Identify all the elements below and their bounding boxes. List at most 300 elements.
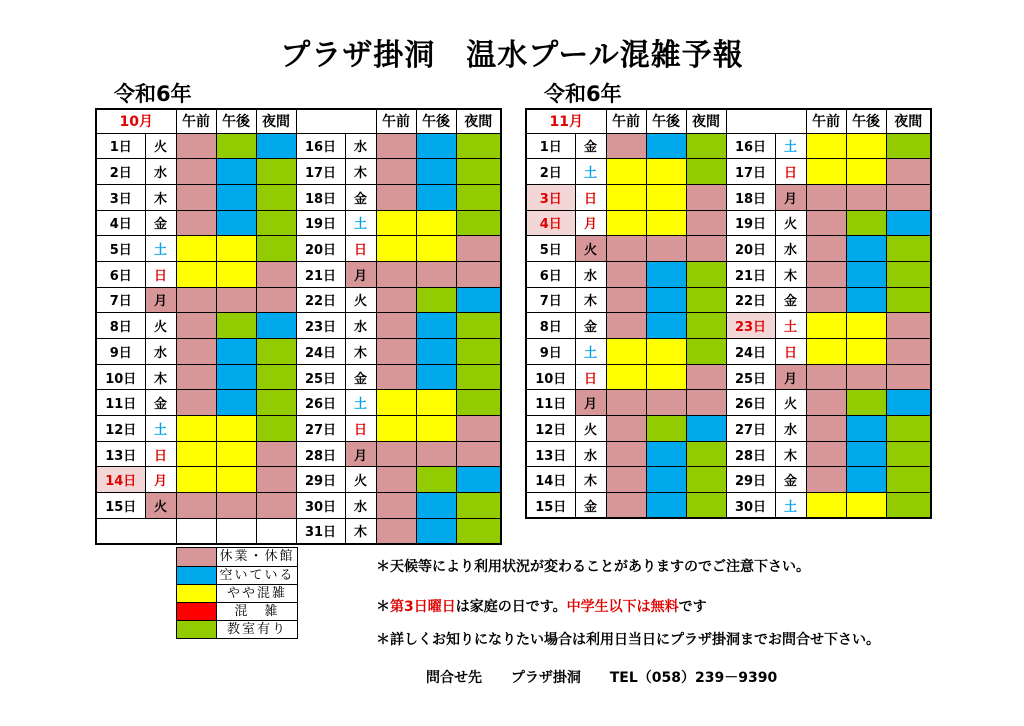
status-cell-morning (376, 493, 416, 519)
status-cell-morning (806, 493, 846, 519)
status-cell-night (256, 261, 296, 287)
weekday-cell: 火 (775, 210, 806, 236)
status-cell-afternoon (416, 416, 456, 442)
status-cell-afternoon (416, 364, 456, 390)
weekday-cell: 火 (345, 287, 376, 313)
weekday-cell: 水 (145, 159, 176, 185)
weekday-cell: 木 (145, 364, 176, 390)
weekday-cell: 水 (775, 236, 806, 262)
status-cell-night (256, 210, 296, 236)
status-cell-morning (376, 159, 416, 185)
status-cell-morning (806, 364, 846, 390)
weekday-cell: 日 (345, 236, 376, 262)
day-cell: 29日 (296, 467, 345, 493)
status-cell-morning (606, 441, 646, 467)
status-cell-morning (606, 493, 646, 519)
weekday-cell: 金 (145, 210, 176, 236)
status-cell-morning (176, 184, 216, 210)
note-family-third-sunday: 第3日曜日 (390, 599, 456, 615)
weekday-cell: 水 (345, 133, 376, 159)
status-cell-morning (606, 261, 646, 287)
status-cell-afternoon (416, 518, 456, 544)
day-cell: 11日 (96, 390, 145, 416)
status-cell-morning (176, 493, 216, 519)
status-cell-morning (606, 287, 646, 313)
day-cell: 28日 (296, 441, 345, 467)
status-cell-afternoon (646, 159, 686, 185)
status-cell-night (686, 441, 726, 467)
status-cell-afternoon (216, 339, 256, 365)
status-cell-morning (806, 184, 846, 210)
contact-line (426, 667, 801, 687)
day-cell: 30日 (726, 493, 775, 519)
day-cell: 18日 (726, 184, 775, 210)
status-cell-morning (376, 441, 416, 467)
status-cell-afternoon (216, 467, 256, 493)
status-cell-morning (606, 133, 646, 159)
calendar-row (526, 261, 931, 287)
legend-label: 休業・休館 (219, 549, 295, 564)
month-label: 11月 (526, 109, 606, 133)
weekday-cell: 日 (775, 159, 806, 185)
status-cell-afternoon (216, 313, 256, 339)
day-cell: 20日 (726, 236, 775, 262)
contact-label: 問合せ先 (426, 670, 482, 686)
weekday-cell: 土 (575, 339, 606, 365)
day-cell: 7日 (526, 287, 575, 313)
calendar-row (526, 339, 931, 365)
status-cell-morning (606, 416, 646, 442)
status-cell-night (456, 518, 501, 544)
day-cell: 10日 (96, 364, 145, 390)
status-cell-night (456, 339, 501, 365)
status-cell-morning (806, 339, 846, 365)
status-cell-afternoon (846, 184, 886, 210)
status-cell-morning (376, 236, 416, 262)
status-cell-afternoon (646, 339, 686, 365)
legend-label: やや混雑 (226, 586, 287, 601)
status-cell-afternoon (846, 339, 886, 365)
status-cell-afternoon (646, 236, 686, 262)
status-cell-morning (176, 390, 216, 416)
header-morning: 午前 (176, 109, 216, 133)
calendar-row (96, 467, 501, 493)
day-cell: 1日 (526, 133, 575, 159)
status-cell-afternoon (646, 416, 686, 442)
legend-item (177, 566, 297, 584)
status-cell-morning (606, 467, 646, 493)
status-cell-morning (376, 210, 416, 236)
calendar-row (96, 313, 501, 339)
status-cell-night (256, 364, 296, 390)
contact-tel: TEL（058）239－9390 (609, 670, 778, 686)
status-cell-empty (256, 518, 296, 544)
status-cell-morning (806, 236, 846, 262)
weekday-cell: 月 (145, 467, 176, 493)
weekday-cell: 土 (145, 236, 176, 262)
status-cell-night (886, 313, 931, 339)
status-cell-afternoon (646, 390, 686, 416)
status-cell-night (886, 159, 931, 185)
status-cell-night (886, 364, 931, 390)
contact-facility: プラザ掛洞 (510, 670, 581, 686)
status-cell-morning (176, 287, 216, 313)
calendar-row (526, 441, 931, 467)
status-cell-afternoon (416, 467, 456, 493)
header-morning: 午前 (606, 109, 646, 133)
calendar-november (525, 108, 932, 519)
day-cell: 23日 (296, 313, 345, 339)
calendar-header-row (96, 109, 501, 133)
status-cell-morning (376, 261, 416, 287)
status-cell-night (256, 184, 296, 210)
legend-swatch (177, 548, 217, 566)
status-cell-night (686, 210, 726, 236)
calendar-row (526, 133, 931, 159)
weekday-cell: 水 (345, 493, 376, 519)
legend-item (177, 620, 297, 638)
status-cell-night (256, 416, 296, 442)
day-cell: 30日 (296, 493, 345, 519)
status-cell-afternoon (416, 133, 456, 159)
weekday-cell: 月 (575, 210, 606, 236)
calendar-row (96, 159, 501, 185)
status-cell-night (886, 184, 931, 210)
status-cell-afternoon (646, 287, 686, 313)
status-cell-morning (606, 339, 646, 365)
note-family-day (376, 596, 707, 616)
status-cell-night (456, 364, 501, 390)
day-cell: 16日 (726, 133, 775, 159)
status-cell-night (686, 159, 726, 185)
weekday-cell: 月 (145, 287, 176, 313)
day-cell: 4日 (96, 210, 145, 236)
status-cell-night (256, 390, 296, 416)
status-cell-afternoon (846, 159, 886, 185)
status-cell-night (686, 493, 726, 519)
legend-label: 混 雑 (234, 604, 280, 619)
calendar-row (96, 236, 501, 262)
status-cell-night (256, 133, 296, 159)
status-cell-morning (806, 210, 846, 236)
calendar-row (96, 210, 501, 236)
month-label: 10月 (96, 109, 176, 133)
weekday-cell: 金 (575, 133, 606, 159)
status-cell-morning (806, 441, 846, 467)
weekday-cell: 火 (145, 493, 176, 519)
header-blank (296, 109, 376, 133)
calendar-row (526, 184, 931, 210)
status-cell-afternoon (216, 159, 256, 185)
status-cell-morning (176, 159, 216, 185)
calendar-row (526, 493, 931, 519)
status-cell-afternoon (416, 339, 456, 365)
header-night: 夜間 (456, 109, 501, 133)
status-cell-afternoon (416, 210, 456, 236)
status-cell-afternoon (646, 261, 686, 287)
weekday-cell: 日 (145, 441, 176, 467)
note-family-free: 中学生以下は無料 (566, 599, 679, 615)
status-cell-afternoon (646, 313, 686, 339)
note-inquiry: ＊詳しくお知りになりたい場合は利用日当日にプラザ掛洞までお問合せ下さい。 (376, 632, 880, 648)
weekday-cell: 日 (575, 364, 606, 390)
status-cell-night (886, 467, 931, 493)
day-cell: 19日 (296, 210, 345, 236)
status-cell-morning (176, 441, 216, 467)
status-cell-afternoon (846, 313, 886, 339)
day-cell: 9日 (526, 339, 575, 365)
status-cell-morning (606, 236, 646, 262)
note-family-mid: は家庭の日です。 (455, 599, 567, 615)
status-cell-morning (176, 416, 216, 442)
weekday-cell: 土 (575, 159, 606, 185)
status-cell-morning (806, 467, 846, 493)
status-cell-morning (376, 467, 416, 493)
status-cell-morning (606, 364, 646, 390)
weekday-cell: 火 (145, 313, 176, 339)
status-cell-empty (216, 518, 256, 544)
weekday-cell: 火 (775, 390, 806, 416)
day-cell: 15日 (96, 493, 145, 519)
status-cell-night (456, 390, 501, 416)
status-cell-night (886, 133, 931, 159)
legend (176, 547, 298, 639)
status-cell-afternoon (846, 467, 886, 493)
legend-item (177, 584, 297, 602)
header-morning: 午前 (806, 109, 846, 133)
weekday-cell: 水 (145, 339, 176, 365)
day-cell: 8日 (526, 313, 575, 339)
status-cell-night (886, 441, 931, 467)
weekday-cell: 火 (345, 467, 376, 493)
weekday-cell: 木 (345, 339, 376, 365)
day-cell: 3日 (526, 184, 575, 210)
day-cell: 25日 (726, 364, 775, 390)
calendar-row (526, 159, 931, 185)
day-cell: 5日 (96, 236, 145, 262)
weekday-cell: 金 (775, 467, 806, 493)
status-cell-morning (376, 390, 416, 416)
day-cell: 24日 (726, 339, 775, 365)
weekday-cell: 木 (145, 184, 176, 210)
calendar-row (96, 184, 501, 210)
weekday-cell: 火 (575, 416, 606, 442)
weekday-cell: 金 (575, 493, 606, 519)
weekday-cell: 日 (345, 416, 376, 442)
day-cell: 14日 (96, 467, 145, 493)
weekday-cell: 月 (775, 364, 806, 390)
day-cell: 4日 (526, 210, 575, 236)
day-cell: 3日 (96, 184, 145, 210)
status-cell-morning (176, 313, 216, 339)
day-cell: 2日 (96, 159, 145, 185)
status-cell-morning (806, 390, 846, 416)
calendar-row (96, 133, 501, 159)
status-cell-afternoon (416, 236, 456, 262)
weekday-cell: 月 (345, 441, 376, 467)
status-cell-night (886, 261, 931, 287)
status-cell-morning (606, 184, 646, 210)
legend-label: 教室有り (226, 622, 287, 637)
status-cell-afternoon (416, 390, 456, 416)
status-cell-night (686, 364, 726, 390)
day-cell: 31日 (296, 518, 345, 544)
day-cell: 26日 (726, 390, 775, 416)
header-afternoon: 午後 (416, 109, 456, 133)
status-cell-morning (376, 416, 416, 442)
status-cell-afternoon (416, 261, 456, 287)
status-cell-afternoon (846, 210, 886, 236)
weekday-cell: 日 (775, 339, 806, 365)
day-cell: 13日 (96, 441, 145, 467)
status-cell-afternoon (216, 441, 256, 467)
status-cell-night (256, 441, 296, 467)
status-cell-night (686, 261, 726, 287)
day-cell: 10日 (526, 364, 575, 390)
status-cell-afternoon (846, 493, 886, 519)
status-cell-night (686, 339, 726, 365)
status-cell-afternoon (846, 261, 886, 287)
status-cell-morning (806, 287, 846, 313)
status-cell-afternoon (216, 210, 256, 236)
day-cell: 17日 (726, 159, 775, 185)
day-cell: 19日 (726, 210, 775, 236)
status-cell-morning (176, 210, 216, 236)
weekday-cell: 土 (145, 416, 176, 442)
status-cell-night (686, 390, 726, 416)
calendar-row (526, 313, 931, 339)
weekday-cell: 月 (775, 184, 806, 210)
status-cell-night (686, 287, 726, 313)
weekday-cell: 木 (345, 518, 376, 544)
day-cell: 5日 (526, 236, 575, 262)
status-cell-afternoon (846, 133, 886, 159)
status-cell-afternoon (216, 236, 256, 262)
day-cell: 12日 (96, 416, 145, 442)
status-cell-afternoon (646, 441, 686, 467)
status-cell-afternoon (846, 416, 886, 442)
weekday-cell: 土 (775, 133, 806, 159)
status-cell-morning (176, 467, 216, 493)
day-cell: 14日 (526, 467, 575, 493)
weekday-cell: 金 (345, 184, 376, 210)
calendar-row (96, 518, 501, 544)
status-cell-night (256, 339, 296, 365)
weekday-cell: 水 (345, 313, 376, 339)
weekday-cell: 土 (345, 390, 376, 416)
header-afternoon: 午後 (846, 109, 886, 133)
header-afternoon: 午後 (646, 109, 686, 133)
day-cell: 16日 (296, 133, 345, 159)
day-cell: 11日 (526, 390, 575, 416)
day-cell: 18日 (296, 184, 345, 210)
status-cell-morning (376, 364, 416, 390)
status-cell-afternoon (846, 441, 886, 467)
day-cell: 12日 (526, 416, 575, 442)
status-cell-afternoon (646, 467, 686, 493)
status-cell-night (456, 184, 501, 210)
calendar-row (96, 364, 501, 390)
page-title: プラザ掛洞 温水プール混雑予報 (280, 38, 744, 73)
status-cell-afternoon (646, 184, 686, 210)
status-cell-night (886, 236, 931, 262)
day-cell: 28日 (726, 441, 775, 467)
weekday-cell: 金 (345, 364, 376, 390)
status-cell-morning (606, 210, 646, 236)
weekday-cell: 木 (345, 159, 376, 185)
status-cell-night (456, 236, 501, 262)
day-cell: 6日 (526, 261, 575, 287)
header-night: 夜間 (886, 109, 931, 133)
legend-swatch (177, 621, 217, 638)
status-cell-morning (376, 313, 416, 339)
status-cell-night (886, 390, 931, 416)
weekday-cell: 月 (345, 261, 376, 287)
status-cell-afternoon (216, 364, 256, 390)
status-cell-afternoon (846, 364, 886, 390)
calendar-row (96, 493, 501, 519)
weekday-cell: 月 (575, 390, 606, 416)
legend-item (177, 548, 297, 566)
weekday-cell: 木 (775, 261, 806, 287)
day-cell: 24日 (296, 339, 345, 365)
calendar-row (96, 261, 501, 287)
status-cell-afternoon (216, 261, 256, 287)
calendar-row (96, 441, 501, 467)
status-cell-night (456, 441, 501, 467)
status-cell-night (456, 287, 501, 313)
calendar-row (526, 467, 931, 493)
status-cell-afternoon (216, 416, 256, 442)
status-cell-morning (606, 313, 646, 339)
status-cell-afternoon (646, 133, 686, 159)
weekday-cell: 火 (145, 133, 176, 159)
status-cell-morning (376, 184, 416, 210)
status-cell-afternoon (416, 159, 456, 185)
day-cell: 27日 (726, 416, 775, 442)
status-cell-night (456, 493, 501, 519)
status-cell-night (456, 467, 501, 493)
status-cell-afternoon (216, 287, 256, 313)
header-morning: 午前 (376, 109, 416, 133)
status-cell-afternoon (416, 493, 456, 519)
calendar-row (526, 210, 931, 236)
status-cell-afternoon (416, 313, 456, 339)
status-cell-afternoon (846, 236, 886, 262)
calendar-row (96, 390, 501, 416)
calendar-row (96, 416, 501, 442)
status-cell-night (886, 416, 931, 442)
weekday-cell: 金 (775, 287, 806, 313)
status-cell-night (886, 210, 931, 236)
status-cell-morning (376, 287, 416, 313)
calendar-row (526, 236, 931, 262)
status-cell-night (886, 493, 931, 519)
weekday-cell: 木 (575, 467, 606, 493)
weekday-cell: 水 (575, 261, 606, 287)
weekday-cell: 日 (145, 261, 176, 287)
calendar-october (95, 108, 502, 545)
status-cell-afternoon (416, 287, 456, 313)
header-blank (726, 109, 806, 133)
status-cell-night (256, 287, 296, 313)
day-cell: 25日 (296, 364, 345, 390)
weekday-cell: 土 (345, 210, 376, 236)
header-night: 夜間 (256, 109, 296, 133)
status-cell-night (256, 467, 296, 493)
status-cell-morning (606, 390, 646, 416)
weekday-cell: 火 (575, 236, 606, 262)
